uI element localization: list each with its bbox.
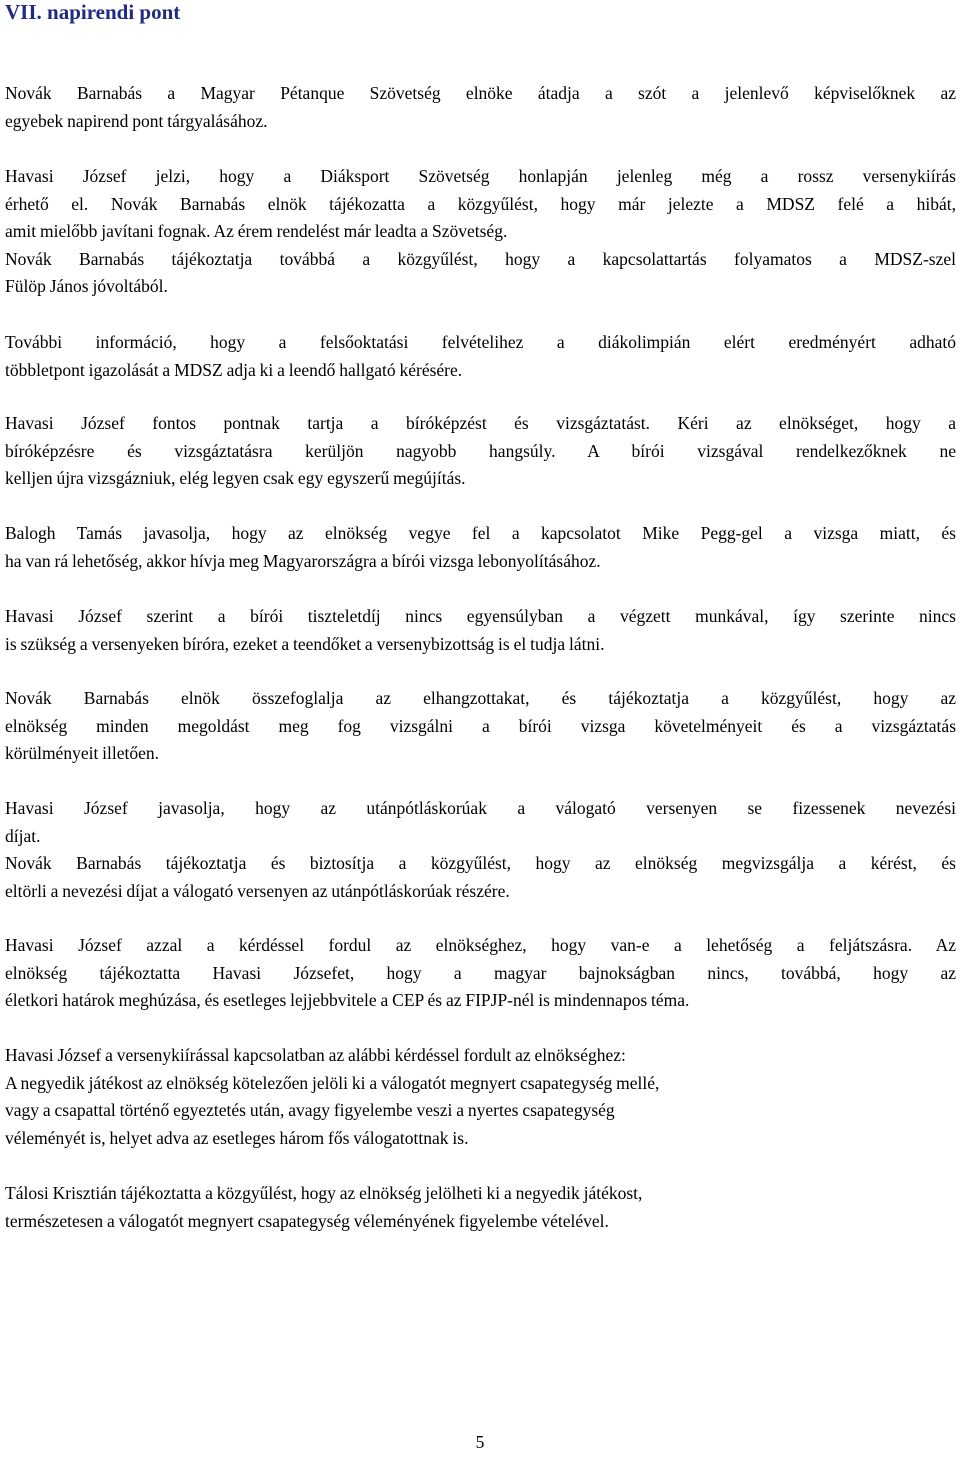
text-line: További információ, hogy a felsőoktatási felvételihez a diákolimpián elért eredményért adható bbox=[5, 332, 956, 352]
paragraph bbox=[5, 410, 956, 493]
text-line: Tálosi Krisztián tájékoztatta a közgyűlést, hogy az elnökség jelölheti ki a negyedik játékost, bbox=[5, 1183, 643, 1203]
text-line: körülményeit illetően. bbox=[5, 743, 160, 764]
text-line: elnökség tájékoztatta Havasi Józsefet, hogy a magyar bajnokságban nincs, továbbá, hogy az bbox=[5, 962, 956, 983]
paragraph bbox=[5, 603, 956, 658]
paragraph bbox=[5, 795, 956, 905]
text-line: ha van rá lehetőség, akkor hívja meg Magyarországra a bírói vizsga lebonyolításához. bbox=[5, 550, 601, 571]
text-line: amit mielőbb javítani fognak. Az érem rendelést már leadta a Szövetség. bbox=[5, 221, 508, 242]
text-line: véleményét is, helyet adva az esetleges három fős válogatottnak is. bbox=[5, 1127, 469, 1148]
section-heading: VII. napirendi pont bbox=[5, 0, 181, 24]
text-line: természetesen a válogatót megnyert csapategység véleményének figyelembe vételével. bbox=[5, 1210, 609, 1231]
text-line: Novák Barnabás a Magyar Pétanque Szövetség elnöke átadja a szót a jelenlevő képviselőknek az bbox=[5, 83, 956, 103]
paragraph bbox=[5, 163, 956, 301]
text-line: többletpont igazolását a MDSZ adja ki a leendő hallgató kérésére. bbox=[5, 359, 463, 380]
text-line: Novák Barnabás tájékoztatja továbbá a közgyűlést, hogy a kapcsolattartás folyamatos a MDSZ-szel bbox=[5, 248, 956, 269]
text-line: Havasi József javasolja, hogy az utánpótláskorúak a válogató versenyen se fizessenek nevezési bbox=[5, 798, 956, 818]
paragraph bbox=[5, 685, 956, 768]
text-line: Balogh Tamás javasolja, hogy az elnökség vegye fel a kapcsolatot Mike Pegg-gel a vizsga miatt, és bbox=[5, 523, 956, 543]
text-line: elnökség minden megoldást meg fog vizsgálni a bírói vizsga követelményeit és a vizsgáztatás bbox=[5, 715, 956, 736]
text-line: eltörli a nevezési díjat a válogató versenyen az utánpótláskorúak részére. bbox=[5, 880, 510, 901]
text-line: Havasi József jelzi, hogy a Diáksport Szövetség honlapján jelenleg még a rossz versenykiírás bbox=[5, 166, 956, 186]
text-line: egyebek napirend pont tárgyalásához. bbox=[5, 110, 268, 131]
text-line: kelljen újra vizsgázniuk, elég legyen csak egy egyszerű megújítás. bbox=[5, 468, 466, 489]
text-line: vagy a csapattal történő egyeztetés után, avagy figyelembe veszi a nyertes csapategység bbox=[5, 1100, 615, 1121]
text-line: érhető el. Novák Barnabás elnök tájékozatta a közgyűlést, hogy már jelezte a MDSZ felé a hibát, bbox=[5, 193, 956, 214]
text-line: díjat. bbox=[5, 825, 41, 846]
text-line: életkori határok meghúzása, és esetleges lejjebbvitele a CEP és az FIPJP-nél is mindennapos téma. bbox=[5, 990, 690, 1011]
text-line: Havasi József szerint a bírói tiszteletdíj nincs egyensúlyban a végzett munkával, így szerinte nincs bbox=[5, 606, 956, 626]
text-line: Havasi József fontos pontnak tartja a bíróképzést és vizsgáztatást. Kéri az elnökséget, hogy a bbox=[5, 413, 956, 433]
text-line: Novák Barnabás tájékoztatja és biztosítja a közgyűlést, hogy az elnökség megvizsgálja a kérést, és bbox=[5, 853, 956, 874]
page-number: 5 bbox=[475, 1432, 485, 1452]
paragraph bbox=[5, 1042, 956, 1152]
text-line: Havasi József a versenykiírással kapcsolatban az alábbi kérdéssel fordult az elnökséghez: bbox=[5, 1045, 626, 1065]
paragraph bbox=[5, 932, 956, 1015]
paragraph bbox=[5, 520, 956, 575]
paragraph bbox=[5, 329, 956, 384]
text-line: bíróképzésre és vizsgáztatásra kerüljön nagyobb hangsúly. A bírói vizsgával rendelkezőknek ne bbox=[5, 440, 956, 461]
paragraph bbox=[5, 80, 956, 135]
text-line: A negyedik játékost az elnökség kötelezően jelöli ki a válogatót megnyert csapategység mellé, bbox=[5, 1072, 660, 1093]
text-line: Novák Barnabás elnök összefoglalja az elhangzottakat, és tájékoztatja a közgyűlést, hogy az bbox=[5, 688, 956, 708]
paragraph bbox=[5, 1180, 956, 1235]
text-line: Havasi József azzal a kérdéssel fordul az elnökséghez, hogy van-e a lehetőség a feljátszásra. Az bbox=[5, 935, 956, 955]
text-line: Fülöp János jóvoltából. bbox=[5, 276, 168, 297]
text-line: is szükség a versenyeken bíróra, ezeket a teendőket a versenybizottság is el tudja látni. bbox=[5, 633, 605, 654]
